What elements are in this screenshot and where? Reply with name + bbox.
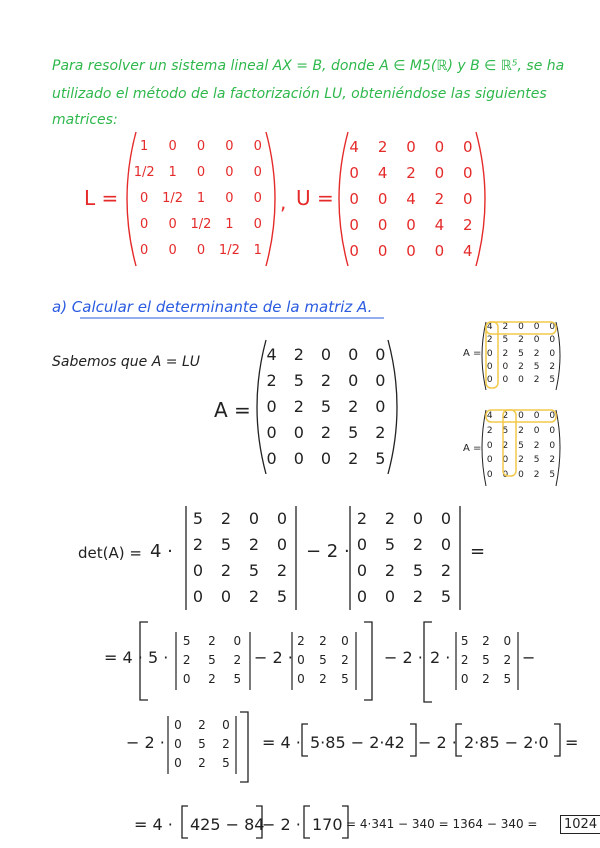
matrix-cell: 0	[349, 215, 359, 234]
matrix-cell: 0	[549, 322, 556, 333]
det3-start: − 2 ·	[126, 733, 165, 752]
matrix-cell: 0	[549, 335, 556, 346]
matrix-cell: 0	[293, 449, 304, 468]
matrix-cell: 0	[406, 241, 416, 260]
matrix-cell: 2	[208, 672, 216, 687]
matrix-cell: 2	[293, 397, 304, 416]
matrix-cell: 0	[518, 410, 524, 421]
matrix-cell: 5	[319, 653, 327, 667]
matrix-cell: 5	[549, 374, 556, 385]
matrix-cell: 2	[533, 440, 540, 451]
matrix-cell: 2	[220, 509, 232, 528]
det2-big-bracket-r	[364, 622, 372, 700]
det2-c2: 2 ·	[430, 648, 451, 667]
matrix-cell: 5	[502, 335, 509, 346]
det3-rest2: − 2 ·	[418, 733, 457, 752]
matrix-cell: 2	[482, 672, 490, 687]
matrix-cell: 1	[253, 242, 262, 258]
matrix-cell: 0	[168, 138, 177, 154]
matrix-cell: 0	[192, 587, 204, 606]
small-A-label-2: A =	[463, 443, 482, 454]
matrix-cell: 0	[266, 423, 277, 442]
matrix-cell: 5	[208, 653, 216, 667]
U-label: U =	[296, 186, 334, 210]
matrix-cell: 2	[533, 348, 540, 359]
matrix-cell: 0	[168, 216, 177, 232]
matrix-cell: 0	[549, 440, 556, 451]
matrix-cell: 2	[412, 535, 424, 554]
U-left-paren	[339, 132, 348, 266]
matrix-cell: 0	[196, 242, 206, 258]
matrix-cell: 2	[549, 361, 556, 372]
matrix-cell: 2	[192, 535, 204, 554]
L-right-paren	[266, 132, 275, 266]
matrix-cell: 0	[502, 455, 509, 466]
matrix-cell: 0	[486, 348, 493, 359]
matrix-cell: 0	[533, 410, 540, 421]
matrix-cell: 5	[440, 587, 452, 606]
det2-bracket2-l	[424, 622, 432, 702]
matrix-cell: 0	[463, 163, 473, 182]
matrix-cell: 0	[377, 241, 388, 260]
matrix-cell: 0	[168, 242, 177, 258]
matrix-cell: 2	[503, 653, 512, 667]
matrix-cell: 2	[208, 633, 216, 648]
matrix-cell: 2	[406, 163, 416, 182]
matrix-cell: 0	[486, 470, 493, 481]
matrix-cell: 2	[266, 371, 277, 390]
matrix-cell: 0	[460, 672, 469, 687]
det1-eq: =	[470, 541, 486, 562]
U-right-paren	[476, 132, 485, 266]
matrix-cell: 5	[549, 470, 556, 481]
matrix-cell: 5	[502, 425, 509, 436]
matrix-cell: 0	[253, 190, 262, 206]
det3-b1-r	[410, 724, 416, 756]
matrix-cell: 5	[341, 672, 349, 687]
matrix-cell: 2	[248, 535, 260, 554]
matrix-cell: 0	[375, 371, 386, 390]
intro-line-1: Para resolver un sistema lineal AX = B, donde A ∈ M5(ℝ) y B ∈ ℝ⁵, se ha	[52, 58, 565, 74]
matrix-cell: 2	[297, 633, 305, 648]
matrix-cell: 0	[502, 361, 509, 372]
matrix-cell: 0	[412, 509, 424, 528]
matrix-cell: 0	[440, 535, 452, 554]
part-a-heading: a) Calcular el determinante de la matriz A.	[52, 298, 373, 316]
matrix-cell: 0	[518, 470, 524, 481]
smallA1-right-paren	[556, 322, 560, 390]
matrix-cell: 0	[248, 509, 260, 528]
matrix-cell: 1/2	[133, 164, 155, 180]
matrix-cell: 0	[486, 361, 493, 372]
smallA2-row-highlight	[486, 410, 556, 422]
matrix-cell: 0	[502, 470, 509, 481]
matrix-cell: 2	[518, 361, 524, 372]
matrix-cell: 0	[463, 189, 473, 208]
matrix-cell: 0	[253, 164, 262, 180]
matrix-cell: 2	[384, 509, 396, 528]
matrix-cell: 0	[225, 138, 234, 154]
matrix-cell: 0	[406, 215, 416, 234]
matrix-cell: 0	[356, 535, 368, 554]
matrix-cell: 0	[320, 449, 332, 468]
matrix-cell: 0	[220, 587, 232, 606]
matrix-cell: 5	[412, 561, 424, 580]
matrix-cell: 2	[440, 561, 452, 580]
matrix-cell: 2	[222, 737, 230, 751]
matrix-cell: 0	[348, 345, 359, 364]
det4-b1-r	[256, 806, 262, 838]
matrix-cell: 0	[486, 440, 493, 451]
matrix-cell: 0	[377, 215, 388, 234]
matrix-cell: 0	[375, 345, 386, 364]
matrix-cell: 0	[486, 455, 493, 466]
det4-start: = 4 ·	[134, 815, 173, 834]
matrix-cell: 0	[503, 633, 512, 648]
matrix-cell: 5	[518, 348, 524, 359]
matrix-cell: 0	[276, 535, 288, 554]
matrix-cell: 0	[549, 425, 556, 436]
det3-rest1: = 4 ·	[262, 733, 301, 752]
matrix-cell: 0	[348, 371, 359, 390]
matrix-cell: 0	[533, 425, 540, 436]
matrix-cell: 2	[434, 189, 445, 208]
det3-b2-r	[554, 724, 560, 756]
matrix-cell: 0	[349, 189, 359, 208]
matrix-cell: 0	[518, 322, 524, 333]
matrix-cell: 0	[297, 672, 305, 687]
matrix-cell: 2	[460, 653, 469, 667]
det2-big-bracket-l	[140, 622, 148, 700]
det3-b1-l	[302, 724, 308, 756]
intro-line-2: utilizado el método de la factorización LU, obteniéndose las siguientes	[52, 86, 547, 102]
matrix-cell: 0	[434, 241, 445, 260]
matrix-cell: 0	[196, 164, 206, 180]
matrix-cell: 0	[233, 633, 242, 648]
matrix-cell: 2	[502, 410, 509, 421]
matrix-cell: 2	[276, 561, 288, 580]
matrix-cell: 0	[253, 138, 262, 154]
matrix-cell: 5	[384, 535, 396, 554]
matrix-cell: 2	[482, 633, 490, 648]
matrix-cell: 4	[463, 241, 473, 260]
matrix-cell: 2	[198, 717, 206, 732]
matrix-cell: 0	[356, 587, 368, 606]
matrix-cell: 4	[486, 410, 493, 421]
det2-start: = 4 ·	[104, 648, 143, 667]
matrix-cell: 2	[486, 425, 493, 436]
matrix-cell: 0	[174, 737, 182, 751]
matrix-cell: 2	[518, 425, 524, 436]
matrix-cell: 0	[225, 190, 234, 206]
matrix-cell: 2	[518, 335, 524, 346]
matrix-cell: 2	[198, 756, 206, 771]
matrix-cell: 0	[502, 374, 509, 385]
matrix-cell: 0	[377, 189, 388, 208]
matrix-cell: 2	[341, 653, 349, 667]
matrix-cell: 0	[440, 509, 452, 528]
matrix-cell: 4	[349, 137, 359, 156]
matrix-cell: 1/2	[162, 190, 184, 206]
det1-op: − 2 ·	[306, 541, 350, 562]
intro-line-3: matrices:	[52, 112, 118, 128]
matrix-cell: 0	[549, 348, 556, 359]
det4-b1-l	[182, 806, 188, 838]
matrix-cell: 5	[375, 449, 386, 468]
comma: ,	[280, 190, 287, 214]
matrix-cell: 5	[533, 455, 540, 466]
matrix-cell: 4	[266, 345, 277, 364]
matrix-cell: 0	[341, 633, 349, 648]
matrix-cell: 2	[502, 348, 509, 359]
matrix-cell: 0	[192, 561, 204, 580]
det4-bracket1: 425 − 84	[190, 815, 265, 834]
matrix-cell: 1	[196, 190, 206, 206]
matrix-cell: 5	[276, 587, 288, 606]
matrix-cell: 0	[140, 190, 149, 206]
det4-b2-l	[304, 806, 310, 838]
A-right-paren	[388, 340, 397, 474]
matrix-cell: 5	[460, 633, 469, 648]
L-left-paren	[127, 132, 136, 266]
matrix-cell: 1	[225, 216, 234, 232]
matrix-cell: 0	[140, 242, 149, 258]
matrix-cell: 2	[375, 423, 386, 442]
matrix-cell: 2	[248, 587, 260, 606]
matrix-cell: 0	[174, 717, 182, 732]
matrix-cell: 2	[348, 449, 359, 468]
small-A-label-1: A =	[463, 348, 482, 359]
matrix-cell: 4	[406, 189, 416, 208]
matrix-cell: 0	[266, 449, 277, 468]
det4-result: 1024	[560, 815, 600, 834]
matrix-cell: 0	[533, 322, 540, 333]
matrix-cell: 0	[486, 374, 493, 385]
matrix-cell: 0	[140, 216, 149, 232]
matrix-cell: 0	[518, 374, 524, 385]
matrix-cell: 2	[348, 397, 359, 416]
matrix-cell: 2	[319, 672, 327, 687]
matrix-cell: 0	[384, 587, 396, 606]
matrix-cell: 2	[356, 509, 368, 528]
matrix-cell: 5	[220, 535, 232, 554]
matrix-cell: 0	[434, 163, 445, 182]
matrix-cell: 2	[377, 137, 388, 156]
A-left-paren	[257, 340, 266, 474]
det4-b2-r	[342, 806, 348, 838]
matrix-cell: 2	[412, 587, 424, 606]
matrix-cell: 0	[182, 672, 191, 687]
matrix-cell: 2	[502, 440, 509, 451]
matrix-cell: 2	[502, 322, 509, 333]
matrix-cell: 0	[253, 216, 262, 232]
matrix-cell: 0	[434, 137, 445, 156]
matrix-cell: 0	[222, 717, 230, 732]
det3-close-bracket	[240, 712, 248, 782]
det3-eq: =	[565, 733, 579, 752]
matrix-cell: 1	[168, 164, 177, 180]
smallA2-col-highlight	[503, 410, 516, 476]
matrix-cell: 5	[192, 509, 204, 528]
matrix-cell: 5	[518, 440, 524, 451]
matrix-cell: 0	[293, 423, 304, 442]
matrix-cell: 2	[320, 371, 332, 390]
matrix-cell: 0	[375, 397, 386, 416]
matrix-cell: 2	[518, 455, 524, 466]
det2-minus2: − 2 ·	[254, 648, 293, 667]
matrix-cell: 2	[486, 335, 493, 346]
matrix-cell: 1/2	[190, 216, 212, 232]
det1-coef: 4 ·	[150, 541, 173, 562]
sabemos-text: Sabemos que A = LU	[52, 354, 200, 370]
matrix-cell: 2	[220, 561, 232, 580]
matrix-cell: 1/2	[218, 242, 240, 258]
matrix-cell: 2	[319, 633, 327, 648]
matrix-cell: 5	[248, 561, 260, 580]
matrix-cell: 5	[293, 371, 304, 390]
matrix-cell: 0	[297, 653, 305, 667]
matrix-cell: 2	[182, 653, 191, 667]
matrix-cell: 2	[320, 423, 332, 442]
matrix-cell: 0	[549, 410, 556, 421]
matrix-cell: 2	[293, 345, 304, 364]
det2-trail: −	[522, 648, 536, 667]
matrix-cell: 4	[377, 163, 388, 182]
matrix-cell: 5	[182, 633, 191, 648]
det4-bracket2: 170	[312, 815, 343, 834]
matrix-cell: 5	[348, 423, 359, 442]
matrix-cell: 0	[349, 163, 359, 182]
smallA2-right-paren	[556, 410, 560, 486]
matrix-cell: 2	[549, 455, 556, 466]
matrix-cell: 0	[463, 137, 473, 156]
matrix-cell: 5	[320, 397, 332, 416]
matrix-cell: 0	[356, 561, 368, 580]
matrix-cell: 1	[140, 138, 149, 154]
matrix-cell: 0	[533, 335, 540, 346]
det2-outer-minus2: − 2 ·	[384, 648, 423, 667]
det4-mid: − 2 ·	[262, 815, 301, 834]
matrix-cell: 0	[266, 397, 277, 416]
matrix-cell: 5	[503, 672, 512, 687]
matrix-cell: 0	[406, 137, 416, 156]
matrix-cell: 0	[196, 138, 206, 154]
matrix-cell: 5	[222, 756, 230, 771]
matrix-cell: 2	[384, 561, 396, 580]
matrix-cell: 4	[486, 322, 493, 333]
matrix-cell: 2	[533, 374, 540, 385]
matrix-cell: 5	[233, 672, 242, 687]
matrix-cell: 0	[174, 756, 182, 771]
matrix-cell: 0	[320, 345, 332, 364]
matrix-cell: 5	[482, 653, 490, 667]
matrix-cell: 5	[198, 737, 206, 751]
matrix-cell: 0	[276, 509, 288, 528]
det2-c5: 5 ·	[148, 648, 169, 667]
det-label: det(A) =	[78, 544, 142, 562]
matrix-cell: 0	[349, 241, 359, 260]
smallA2-left-paren	[482, 410, 486, 486]
matrix-cell: 2	[233, 653, 242, 667]
det3-b2-l	[456, 724, 462, 756]
matrix-cell: 4	[434, 215, 445, 234]
det4-tail: = 4·341 − 340 = 1364 − 340 =	[346, 817, 538, 831]
det3-bracket2: 2·85 − 2·0	[464, 733, 549, 752]
matrix-cell: 5	[533, 361, 540, 372]
matrix-cell: 2	[463, 215, 473, 234]
L-label: L =	[84, 186, 119, 210]
matrix-cell: 2	[533, 470, 540, 481]
det3-bracket1: 5·85 − 2·42	[310, 733, 405, 752]
matrix-cell: 0	[225, 164, 234, 180]
A-label: A =	[214, 398, 251, 422]
